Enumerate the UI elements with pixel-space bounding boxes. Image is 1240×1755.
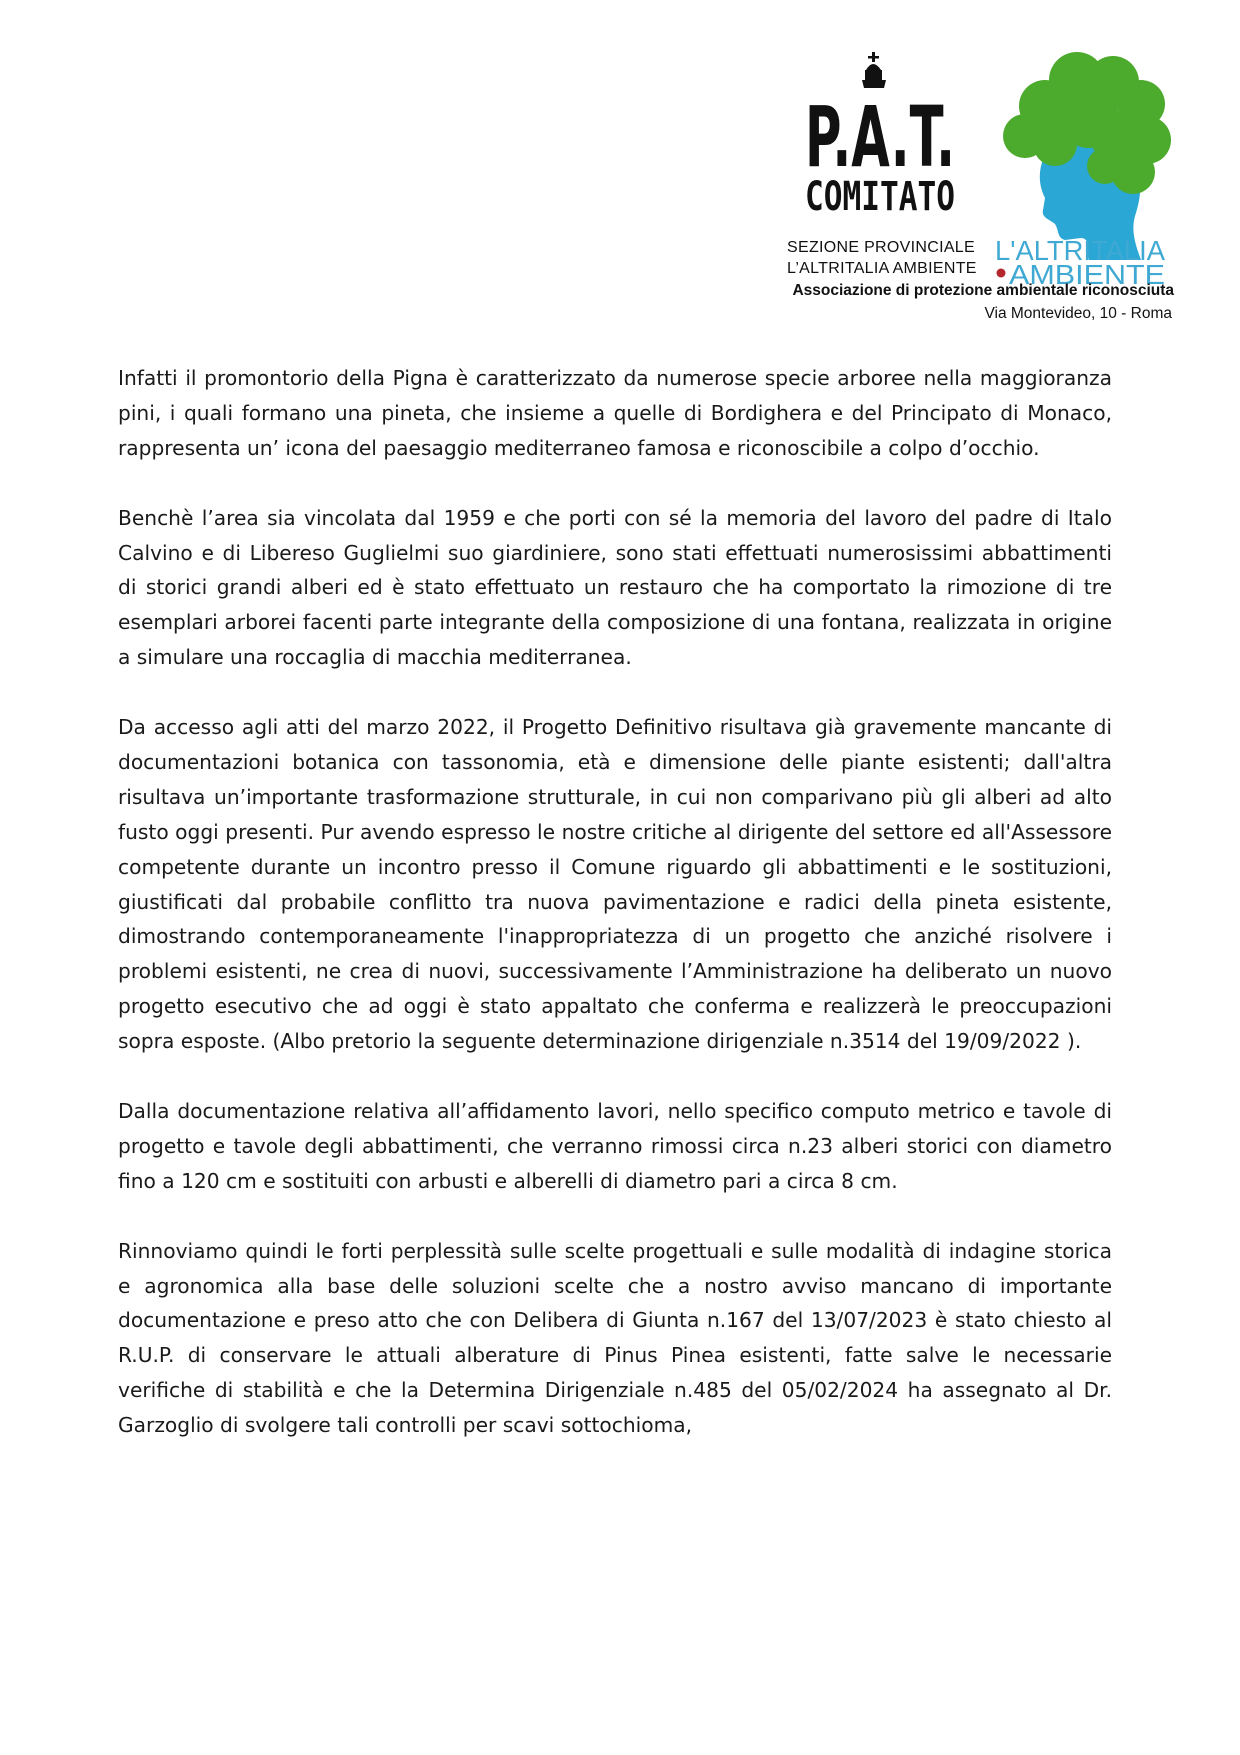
address-line: Via Montevideo, 10 - Roma [984,305,1172,322]
pat-logo-word: COMITATO [805,174,955,220]
altritalia-ambiente-logo [985,48,1175,288]
altritalia-logo-line1: L'ALTRITALIA [995,235,1166,266]
association-line: Associazione di protezione ambientale riconosciuta [792,282,1174,299]
paragraph: Benchè l’area sia vincolata dal 1959 e che porti con sé la memoria del lavoro del padre di Italo Calvino e di Libereso Guglielmi suo giardiniere, sono stati effettuati numerosissimi abbattimenti di storici grandi alberi ed è stato effettuato un restauro che ha comportato la rimozione di tre esemplari arborei facenti parte integrante della composizione di una fontana, realizzata in origine a simulare una roccaglia di macchia mediterranea. [118,505,1112,670]
paragraph: Rinnoviamo quindi le forti perplessità sulle scelte progettuali e sulle modalità di indagine storica e agronomica alla base delle soluzioni scelte che a nostro avviso mancano di importante documentazione e preso atto che con Delibera di Giunta n.167 del 13/07/2023 è stato chiesto al R.U.P. di conservare le attuali alberature di Pinus Pinea esistenti, fatte salve le necessarie verifiche di stabilità e che la Determina Dirigenziale n.485 del 05/02/2024 ha assegnato al Dr. Garzoglio di svolgere tali controlli per scavi sottochioma, [118,1238,1112,1438]
sezione-line-2: L’ALTRITALIA AMBIENTE [787,260,977,277]
paragraph: Da accesso agli atti del marzo 2022, il Progetto Definitivo risultava già gravemente mancante di documentazioni botanica con tassonomia, età e dimensione delle piante esistenti; dall'altra risultava un’importante trasformazione strutturale, in cui non comparivano più gli alberi ad alto fusto oggi presenti. Pur avendo espresso le nostre critiche al dirigente del settore ed all'Assessore competente durante un incontro presso il Comune riguardo gli abbattimenti e le sostituzioni, giustificati dal probabile conflitto tra nuova pavimentazione e radici della pineta esistente, dimostrando contemporaneamente l'inappropriatezza di un progetto che anziché risolvere i problemi esistenti, ne crea di nuovi, successivamente l’Amministrazione ha deliberato un nuovo progetto esecutivo che ad oggi è stato appaltato che conferma e realizzerà le preoccupazioni sopra esposte. (Albo pretorio la seguente determinazione dirigenziale n.3514 del 19/09/2022 ). [118,715,1112,1054]
pat-comitato-logo [800,48,960,228]
sezione-line-1: SEZIONE PROVINCIALE [787,239,975,256]
paragraph: Dalla documentazione relativa all’affidamento lavori, nello specifico computo metrico e tavole di progetto e tavole degli abbattimenti, che verranno rimossi circa n.23 alberi storici con diametro fino a 120 cm e sostituiti con arbusti e alberelli di diametro pari a circa 8 cm. [118,1098,1112,1193]
pat-logo-letters: P.A.T. [805,88,955,186]
tree-head-icon [1003,52,1171,260]
paragraph: Infatti il promontorio della Pigna è caratterizzato da numerose specie arboree nella maggioranza pini, i quali formano una pineta, che insieme a quelle di Bordighera e del Principato di Monaco, rappresenta un’ icona del paesaggio mediterraneo famosa e riconoscibile a colpo d’occhio. [118,366,1112,460]
altritalia-logo-line2: AMBIENTE [1009,259,1165,290]
sezione-provinciale [787,237,977,279]
document-body [118,361,1112,1478]
pat-tower-icon [862,52,886,88]
red-dot-icon [997,269,1006,278]
